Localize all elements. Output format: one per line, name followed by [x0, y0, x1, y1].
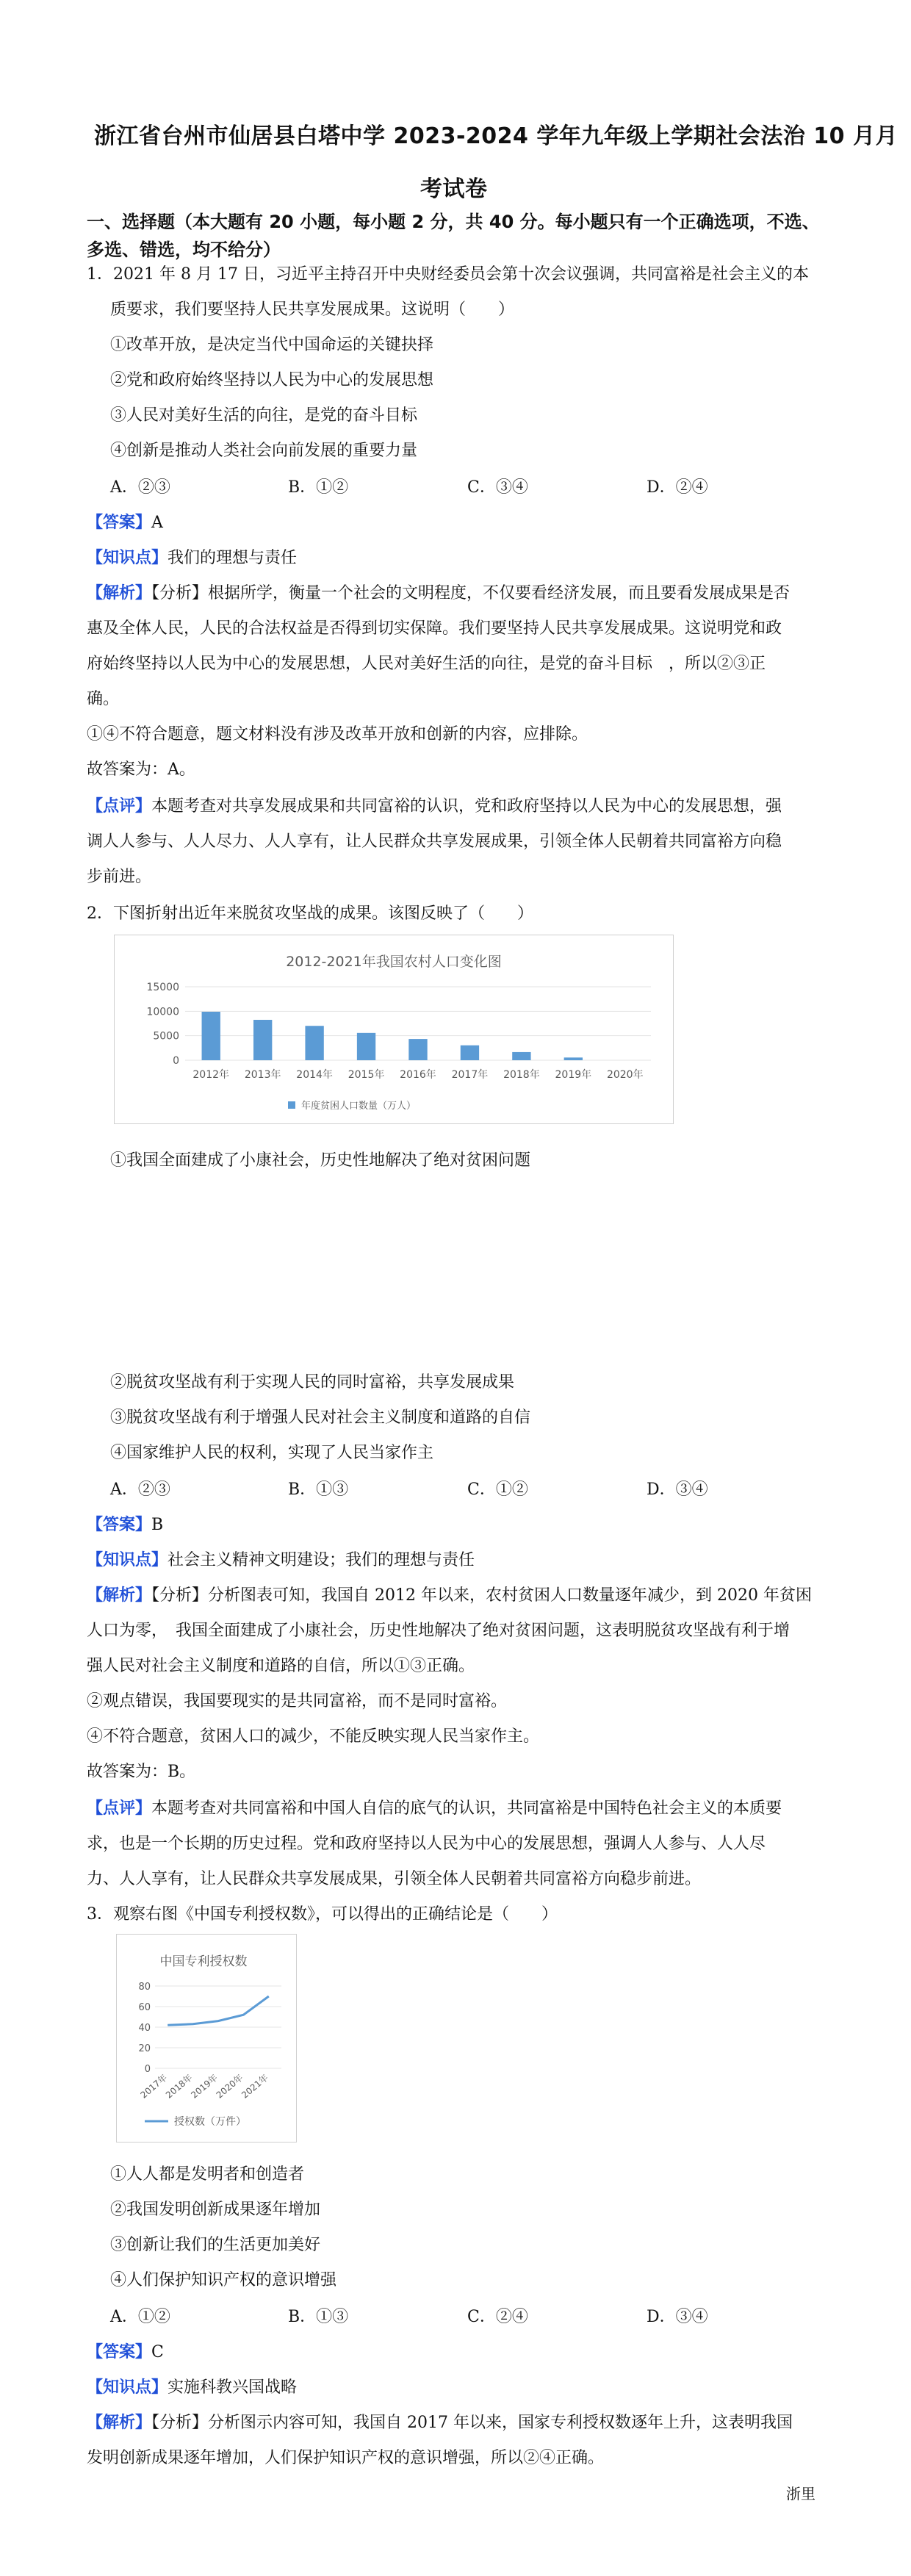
chart1-xtick-label: 2019年	[555, 1069, 592, 1081]
chart1-bar	[461, 1046, 479, 1060]
q2-analysis-line2: 人口为零， 我国全面建成了小康社会，历史性地解决了绝对贫困问题，这表明脱贫攻坚战有利于增	[87, 1622, 791, 1640]
q2-knowledge	[87, 1547, 475, 1570]
chart1-bar	[305, 1026, 323, 1060]
q2-knowledge-value: 社会主义精神文明建设；我们的理想与责任	[168, 1551, 475, 1569]
section1-heading-line1: 一、选择题（本大题有 20 小题，每小题 2 分，共 40 分。每小题只有一个正确选项，不选、	[87, 212, 820, 232]
chart1-xtick-label: 2018年	[503, 1069, 540, 1081]
q1-option-c: C．③④	[467, 478, 528, 497]
analysis-label: 【解析】	[87, 583, 152, 602]
comment-label: 【点评】	[87, 1799, 152, 1818]
chart2-legend-label: 授权数（万件）	[174, 2116, 246, 2128]
q3-statement-4: ④人们保护知识产权的意识增强	[110, 2271, 337, 2289]
q3-knowledge	[87, 2375, 297, 2397]
chart1-legend-label: 年度贫困人口数量（万人）	[301, 1101, 417, 1112]
patent-line-chart	[116, 1934, 297, 2143]
chart1-xtick-label: 2015年	[348, 1069, 385, 1081]
q2-analysis-text1: 【分析】分析图表可知，我国自 2012 年以来，农村贫困人口数量逐年减少，到 2020 年贫困	[151, 1586, 812, 1605]
chart1-legend-swatch	[288, 1101, 295, 1109]
q3-option-b: B．①③	[288, 2308, 349, 2326]
doc-title-line2: 考试卷	[420, 176, 488, 202]
chart1-title: 2012-2021年我国农村人口变化图	[286, 954, 502, 970]
q3-statement-2: ②我国发明创新成果逐年增加	[110, 2201, 321, 2219]
q3-analysis-line2: 发明创新成果逐年增加，人们保护知识产权的意识增强，所以②④正确。	[87, 2449, 605, 2467]
knowledge-label: 【知识点】	[87, 548, 168, 567]
q1-comment-text1: 本题考查对共享发展成果和共同富裕的认识，党和政府坚持以人民为中心的发展思想，强	[151, 797, 782, 816]
q1-option-b: B．①②	[288, 478, 349, 497]
chart1-ytick-label: 0	[173, 1055, 179, 1067]
chart2-ytick-label: 20	[138, 2043, 151, 2054]
chart1-xtick-label: 2012年	[192, 1069, 230, 1081]
q3-statement-3: ③创新让我们的生活更加美好	[110, 2236, 321, 2254]
q1-knowledge	[87, 545, 297, 568]
analysis-label: 【解析】	[87, 1586, 152, 1605]
q2-option-c: C．①②	[467, 1481, 528, 1499]
chart1-xtick-label: 2013年	[244, 1069, 281, 1081]
chart2-xtick-label: 2020年	[214, 2072, 245, 2101]
q2-analysis-line6: 故答案为：B。	[87, 1763, 196, 1781]
q3-stem: 3．观察右图《中国专利授权数》，可以得出的正确结论是（ ）	[87, 1905, 558, 1924]
knowledge-label: 【知识点】	[87, 2378, 168, 2397]
q2-statement-2: ②脱贫攻坚战有利于实现人民的同时富裕，共享发展成果	[110, 1373, 515, 1392]
q3-option-c: C．②④	[467, 2308, 528, 2326]
q2-comment-line1	[87, 1796, 782, 1818]
chart1-ytick-label: 5000	[153, 1030, 179, 1043]
q3-answer	[87, 2339, 164, 2362]
q2-statement-3: ③脱贫攻坚战有利于增强人民对社会主义制度和道路的自信	[110, 1408, 531, 1427]
q1-statement-3: ③人民对美好生活的向往，是党的奋斗目标	[110, 406, 418, 425]
page-footer: 浙里	[786, 2485, 815, 2503]
answer-label: 【答案】	[87, 2342, 152, 2361]
q2-comment-line2: 求，也是一个长期的历史过程。党和政府坚持以人民为中心的发展思想，强调人人参与、人人尽	[87, 1835, 766, 1853]
chart1-xtick-label: 2020年	[606, 1069, 644, 1081]
q1-analysis-line5: ①④不符合题意，题文材料没有涉及改革开放和创新的内容，应排除。	[87, 725, 588, 744]
q1-comment-line1	[87, 794, 782, 816]
chart2-title: 中国专利授权数	[159, 1954, 248, 1969]
chart1-xtick-label: 2016年	[400, 1069, 436, 1081]
q1-stem-line1: 1．2021 年 8 月 17 日，习近平主持召开中央财经委员会第十次会议强调，共同富裕是社会主义的本	[87, 265, 809, 284]
q1-statement-2: ②党和政府始终坚持以人民为中心的发展思想	[110, 371, 434, 389]
q2-option-b: B．①③	[288, 1481, 349, 1499]
patent-chart-svg	[117, 1935, 296, 2142]
q2-statement-1: ①我国全面建成了小康社会，历史性地解决了绝对贫困问题	[110, 1151, 531, 1170]
q1-answer-value: A	[151, 514, 163, 532]
chart1-bar	[564, 1057, 583, 1060]
q2-comment-line3: 力、人人享有，让人民群众共享发展成果，引领全体人民朝着共同富裕方向稳步前进。	[87, 1870, 702, 1888]
q2-answer	[87, 1512, 163, 1535]
chart2-xtick-label: 2019年	[189, 2072, 220, 2101]
chart1-bar	[408, 1039, 427, 1060]
section1-heading-line2: 多选、错选，均不给分）	[87, 240, 281, 260]
q2-option-a: A．②③	[110, 1481, 170, 1499]
q3-knowledge-value: 实施科教兴国战略	[168, 2378, 298, 2397]
chart2-xtick-label: 2021年	[240, 2072, 270, 2101]
q1-comment-line2: 调人人参与、人人尽力、人人享有，让人民群众共享发展成果，引领全体人民朝着共同富裕方向稳	[87, 832, 782, 851]
q1-knowledge-value: 我们的理想与责任	[168, 549, 298, 567]
chart1-xtick-label: 2014年	[296, 1069, 333, 1081]
q1-option-d: D．②④	[647, 478, 708, 497]
q1-analysis-line6: 故答案为：A。	[87, 760, 195, 779]
q1-option-a: A．②③	[110, 478, 170, 497]
answer-label: 【答案】	[87, 1515, 152, 1534]
comment-label: 【点评】	[87, 796, 152, 816]
q2-analysis-line1	[87, 1583, 812, 1605]
q2-option-d: D．③④	[647, 1481, 708, 1499]
chart1-bar	[512, 1052, 530, 1060]
q2-analysis-line3: 强人民对社会主义制度和道路的自信，所以①③正确。	[87, 1657, 475, 1675]
chart1-bar	[357, 1033, 375, 1060]
q3-answer-value: C	[151, 2343, 164, 2361]
q2-analysis-line4: ②观点错误，我国要现实的是共同富裕，而不是同时富裕。	[87, 1692, 508, 1710]
q2-answer-value: B	[151, 1516, 164, 1534]
doc-title-line1: 浙江省台州市仙居县白塔中学 2023-2024 学年九年级上学期社会法治 10 月月	[94, 123, 898, 149]
q1-analysis-line3: 府始终坚持以人民为中心的发展思想，人民对美好生活的向往，是党的奋斗目标 ，所以②③正	[87, 655, 766, 673]
q3-option-d: D．③④	[647, 2308, 708, 2326]
poverty-chart-svg	[115, 935, 673, 1123]
q1-analysis-line2: 惠及全体人民，人民的合法权益是否得到切实保障。我们要坚持人民共享发展成果。这说明党和政	[87, 619, 782, 638]
q3-analysis-line1	[87, 2410, 793, 2433]
knowledge-label: 【知识点】	[87, 1550, 168, 1569]
q3-analysis-text1: 【分析】分析图示内容可知，我国自 2017 年以来，国家专利授权数逐年上升，这表明我国	[151, 2414, 793, 2432]
chart1-ytick-label: 10000	[146, 1006, 179, 1018]
q1-analysis-text1: 【分析】根据所学，衡量一个社会的文明程度，不仅要看经济发展，而且要看发展成果是否	[151, 584, 791, 602]
q2-stem: 2．下图折射出近年来脱贫攻坚战的成果。该图反映了（ ）	[87, 904, 533, 923]
q1-statement-4: ④创新是推动人类社会向前发展的重要力量	[110, 442, 418, 460]
q2-analysis-line5: ④不符合题意，贫困人口的减少，不能反映实现人民当家作主。	[87, 1727, 540, 1746]
chart2-series-line	[168, 1996, 269, 2025]
q2-statement-4: ④国家维护人民的权利，实现了人民当家作主	[110, 1444, 434, 1462]
chart1-ytick-label: 15000	[146, 982, 179, 993]
chart1-xtick-label: 2017年	[451, 1069, 489, 1081]
answer-label: 【答案】	[87, 513, 152, 532]
chart2-ytick-label: 40	[138, 2023, 151, 2034]
poverty-bar-chart	[114, 935, 674, 1124]
q1-comment-line3: 步前进。	[87, 868, 152, 886]
chart2-ytick-label: 0	[144, 2064, 151, 2075]
chart1-bar	[253, 1020, 272, 1060]
q1-stem-line2: 质要求，我们要坚持人民共享发展成果。这说明（ ）	[110, 301, 515, 319]
q3-option-a: A．①②	[110, 2308, 170, 2326]
analysis-label: 【解析】	[87, 2413, 152, 2432]
chart2-xtick-label: 2017年	[138, 2072, 170, 2101]
chart1-bar	[202, 1012, 220, 1060]
q3-statement-1: ①人人都是发明者和创造者	[110, 2165, 305, 2184]
q1-statement-1: ①改革开放，是决定当代中国命运的关键抉择	[110, 336, 434, 354]
chart2-ytick-label: 60	[138, 2002, 151, 2013]
chart2-ytick-label: 80	[138, 1982, 151, 1993]
q1-analysis-line1	[87, 580, 790, 603]
q2-comment-text1: 本题考查对共同富裕和中国人自信的底气的认识，共同富裕是中国特色社会主义的本质要	[151, 1799, 782, 1818]
q1-analysis-line4: 确。	[87, 690, 120, 708]
q1-answer	[87, 510, 163, 533]
chart2-xtick-label: 2018年	[163, 2072, 195, 2101]
